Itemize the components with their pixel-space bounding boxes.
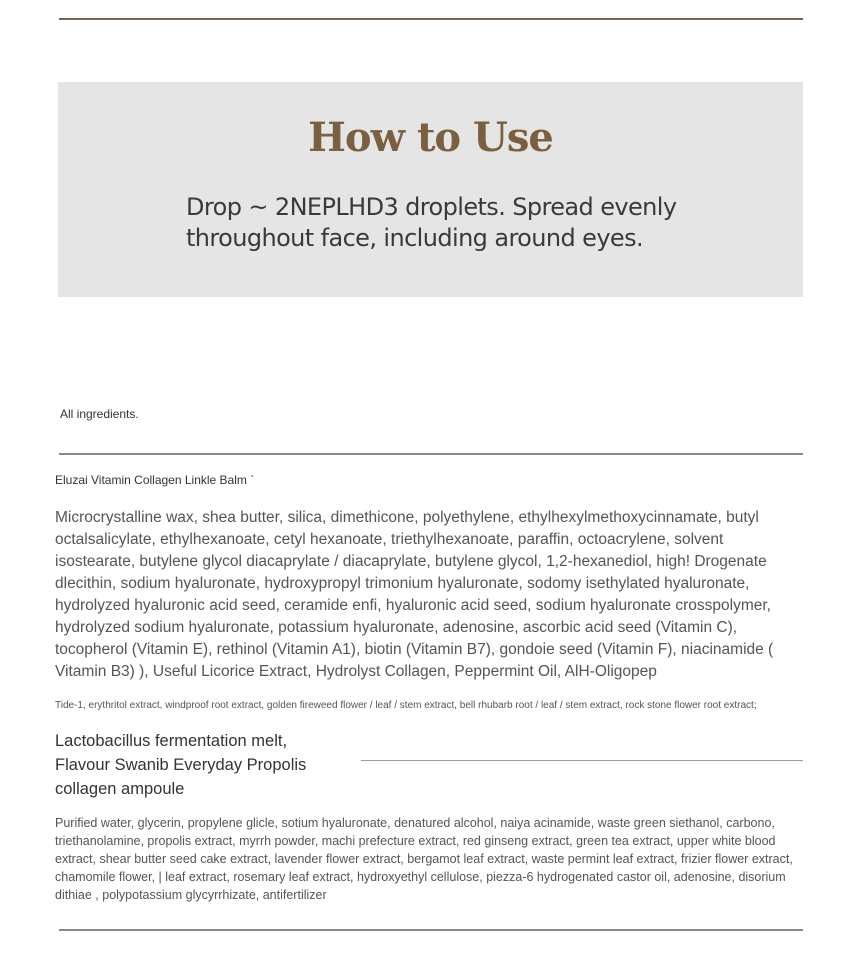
ingredients-list-balm: Microcrystalline wax, shea butter, silica, dimethicone, polyethylene, ethylhexylmethoxycinnamate, butyl octalsalicylate, ethylhexanoate, cetyl hexanoate, triethylhexanoate, paraffin, octoacrylene, solvent isostearate, butylene glycol diacaprylate / diacaprylate, butylene glycol, 1,2-hexanediol, high! Drogenate dlecithin, sodium hyaluronate, hydroxypropyl trimonium hyaluronate, sodomy isethylated hyaluronate, hydrolyzed hyaluronic acid seed, ceramide enfi, hyaluronic acid seed, sodium hyaluronate crosspolymer, hydrolyzed sodium hyaluronate, potassium hyaluronate, adenosine, ascorbic acid seed (Vitamin C), tocopherol (Vitamin E), rethinol (Vitamin A1), biotin (Vitamin B7), gondoie seed (Vitamin F), niacinamide ( Vitamin B3) ), Useful Licorice Extract, Hydrolyst Collagen, Peppermint Oil, AlH-Oligopep [55,509,774,680]
top-divider [59,18,803,20]
product-name-ampoule: Lactobacillus fermentation melt, Flavour Swanib Everyday Propolis collagen ampoule [55,732,307,798]
section-divider [361,760,803,761]
ingredients-list-ampoule: Purified water, glycerin, propylene glicle, sotium hyaluronate, denatured alcohol, naiya acinamide, waste green siethanol, carbono, triethanolamine, propolis extract, myrrh powder, machi prefecture extract, red ginseng extract, green tea extract, upper white blood extract, shear butter seed cake extract, lavender flower extract, bergamot leaf extract, waste permint leaf extract, frizier flower extract, chamomile flower, | leaf extract, rosemary leaf extract, hydroxyethyl cellulose, piezza-6 hydrogenated castor oil, adenosine, disorium dithiae , polypotassium glycyrrhizate, antifertilizer [55,816,793,902]
how-to-use-title: How to Use [308,114,553,161]
product-name-balm: Eluzai Vitamin Collagen Linkle Balm ` [55,473,255,487]
ingredients-divider [59,453,803,455]
ingredients-list-balm-extra: Tide-1, erythritol extract, windproof root extract, golden fireweed flower / leaf / stem extract, bell rhubarb root / leaf / stem extract, rock stone flower root extract; [55,700,757,711]
how-to-use-panel [58,82,803,297]
all-ingredients-label: All ingredients. [60,407,139,421]
bottom-divider [59,929,803,931]
how-to-use-instructions: Drop ~ 2NEPLHD3 droplets. Spread evenly throughout face, including around eyes. [186,193,677,252]
